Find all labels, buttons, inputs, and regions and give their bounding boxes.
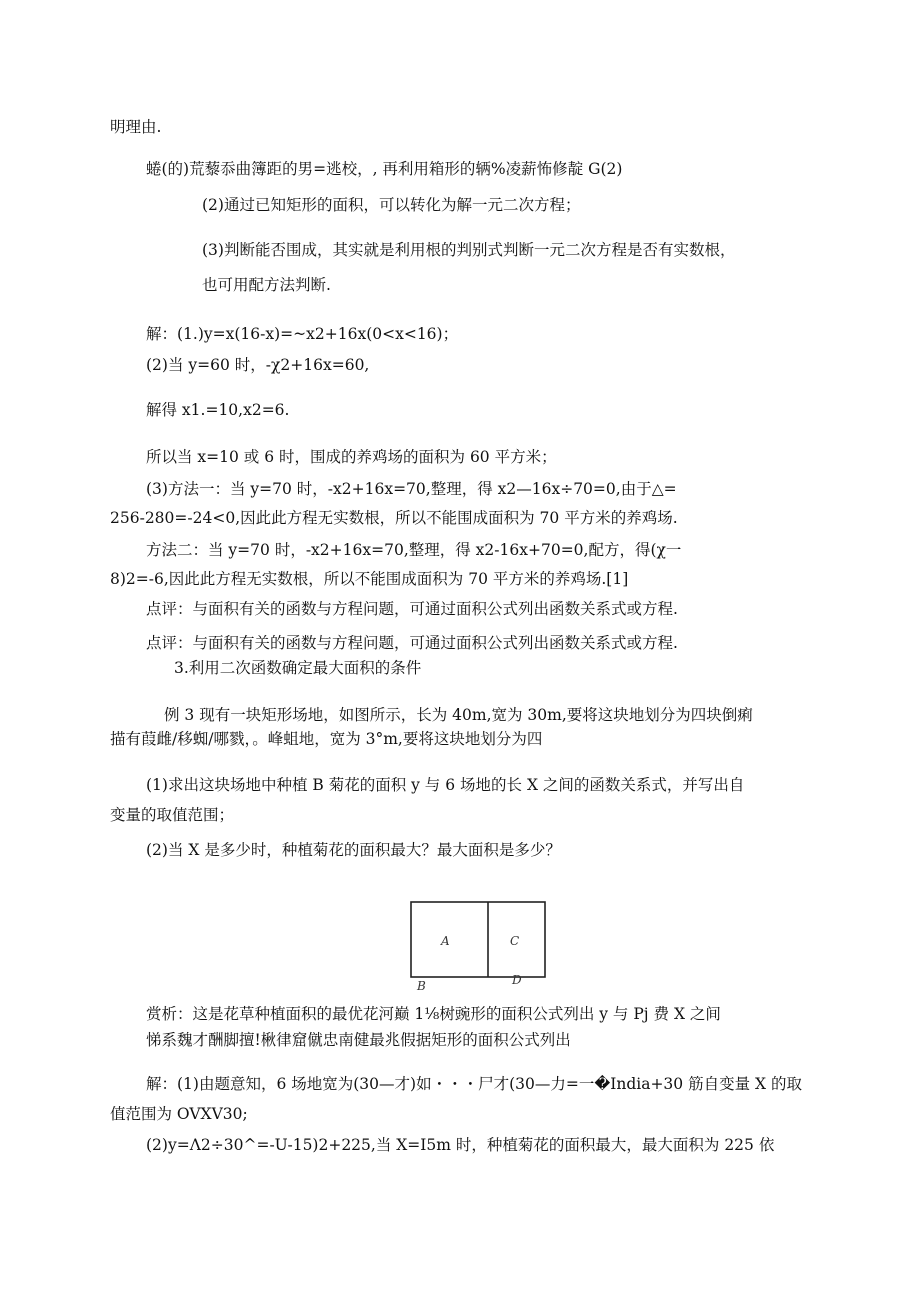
text-line: 解：(1.)y=x(16-x)=~x2+16x(0<x<16)；	[146, 325, 459, 343]
text-line: 值范围为 OVXV30;	[110, 1105, 248, 1123]
text-line: 解得 x1.=10,x2=6.	[146, 401, 290, 419]
text-line: 256-280=-24<0,因此此方程无实数根，所以不能围成面积为 70 平方米的养鸡场.	[110, 509, 678, 527]
text-line: 点评：与面积有关的函数与方程问题，可通过面积公式列出函数关系式或方程.	[146, 634, 678, 652]
label-b: B	[417, 979, 426, 993]
text-line: (3)方法一：当 y=70 时，-x2+16x=70,整理，得 x2—16x÷70=0,由于△=	[146, 480, 677, 498]
text-line: 赏析：这是花草种植面积的最优花河巅 1⅛树豌形的面积公式列出 y 与 Pj 费 X 之间	[146, 1005, 721, 1023]
label-c: C	[510, 934, 520, 948]
text-line: 蜷(的)荒藜忝曲簿距的男=逃校，, 再利用箱形的辆%凌薪怖修靛 G(2)	[146, 160, 623, 178]
text-line: 解：(1)由题意知，6 场地宽为(30—才)如・・・尸才(30—力=一�India+30 筋自变量 X 的取	[146, 1075, 802, 1093]
text-line: (1)求出这块场地中种植 B 菊花的面积 y 与 6 场地的长 X 之间的函数关系式，并写出自	[146, 776, 745, 794]
text-line: 所以当 x=10 或 6 时，围成的养鸡场的面积为 60 平方米；	[146, 448, 557, 466]
text-line: (2)通过已知矩形的面积，可以转化为解一元二次方程；	[202, 196, 581, 214]
text-line: 方法二：当 y=70 时，-x2+16x=70,整理，得 x2-16x+70=0,配方，得(χ一	[146, 541, 682, 559]
field-diagram	[410, 901, 546, 993]
field-outline	[411, 902, 545, 977]
text-line: (2)当 y=60 时，-χ2+16x=60,	[146, 356, 370, 374]
field-diagram-svg	[410, 901, 546, 978]
text-line: 悌系魏才酬脚擅!楸律窟僦忠南健最兆假据矩形的面积公式列出	[146, 1031, 571, 1049]
text-line: 明理由.	[110, 118, 162, 136]
text-line: 描有葭雌/移蜘/哪戮，。峰蛆地，宽为 3°m,要将这块地划分为四	[110, 730, 543, 748]
label-a: A	[441, 934, 450, 948]
text-line: (2)y=Λ2÷30^=-U-15)2+225,当 X=I5m 时，种植菊花的面积最大，最大面积为 225 依	[146, 1136, 775, 1154]
text-line: 8)2=-6,因此此方程无实数根，所以不能围成面积为 70 平方米的养鸡场.[1]	[110, 570, 629, 588]
text-line: 变量的取值范围；	[110, 806, 235, 824]
text-line: 点评：与面积有关的函数与方程问题，可通过面积公式列出函数关系式或方程.	[146, 600, 678, 618]
text-line: (2)当 X 是多少时，种植菊花的面积最大？最大面积是多少？	[146, 841, 561, 859]
label-d: D	[512, 973, 522, 987]
text-line: 也可用配方法判断.	[202, 276, 331, 294]
text-line: 例 3 现有一块矩形场地，如图所示，长为 40m,宽为 30m,要将这块地划分为四块倒痢	[164, 706, 753, 724]
text-line: (3)判断能否围成，其实就是利用根的判别式判断一元二次方程是否有实数根，	[202, 241, 736, 259]
section-heading: 3.利用二次函数确定最大面积的条件	[174, 659, 422, 677]
